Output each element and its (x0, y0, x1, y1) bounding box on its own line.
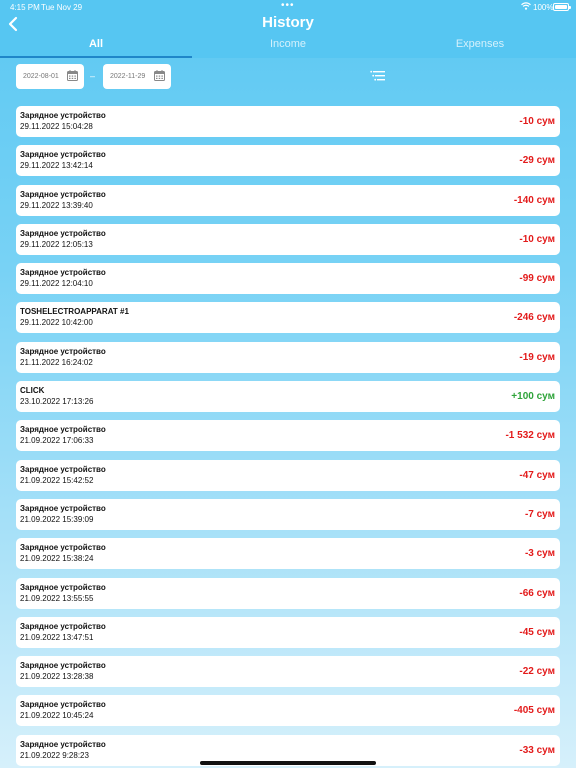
transaction-amount: -246 сум (513, 312, 555, 324)
transaction-row[interactable] (16, 224, 560, 255)
page-title: History (262, 14, 314, 31)
transaction-datetime: 21.09.2022 13:55:55 (20, 593, 94, 603)
transaction-datetime: 21.09.2022 9:28:23 (20, 750, 89, 760)
transaction-amount: -1 532 сум (505, 430, 555, 442)
transaction-amount: -29 сум (519, 155, 555, 167)
transaction-amount: -66 сум (519, 587, 555, 599)
transaction-amount: -99 сум (519, 273, 555, 285)
tab-income[interactable]: Income (269, 38, 307, 50)
transaction-name: TOSHELECTROAPPARAT #1 (20, 307, 129, 317)
date-range-separator: – (90, 71, 96, 81)
transaction-datetime: 21.09.2022 15:42:52 (20, 475, 94, 485)
transaction-name: Зарядное устройство (20, 228, 106, 238)
transaction-name: Зарядное устройство (20, 661, 106, 671)
date-from-value: 2022-08-01 (23, 73, 59, 80)
battery-icon (553, 3, 569, 11)
date-to-value: 2022-11-29 (110, 73, 146, 80)
transaction-datetime: 29.11.2022 10:42:00 (20, 318, 93, 328)
status-bar (0, 0, 576, 14)
transaction-name: Зарядное устройство (20, 543, 106, 553)
transaction-datetime: 21.09.2022 13:47:51 (20, 632, 94, 642)
filter-list-icon[interactable] (370, 69, 386, 83)
battery-percent: 100% (533, 3, 554, 12)
multitasking-dots-icon[interactable]: ••• (281, 0, 295, 11)
calendar-icon[interactable] (67, 70, 78, 81)
transaction-name: Зарядное устройство (20, 739, 106, 749)
transaction-row[interactable] (16, 145, 560, 176)
transaction-row[interactable] (16, 578, 560, 609)
transaction-row[interactable] (16, 617, 560, 648)
transaction-row[interactable] (16, 420, 560, 451)
transaction-name: Зарядное устройство (20, 464, 106, 474)
transaction-row[interactable] (16, 656, 560, 687)
transaction-amount: -33 сум (519, 744, 555, 756)
transaction-amount: -7 сум (524, 508, 555, 520)
transaction-amount: -405 сум (513, 705, 555, 717)
transaction-datetime: 21.09.2022 10:45:24 (20, 711, 94, 721)
transaction-row[interactable] (16, 499, 560, 530)
wifi-icon (521, 2, 531, 10)
transaction-name: Зарядное устройство (20, 425, 106, 435)
date-to-field[interactable] (103, 64, 171, 89)
transaction-row[interactable] (16, 460, 560, 491)
transaction-row[interactable] (16, 381, 560, 412)
transaction-row[interactable] (16, 302, 560, 333)
status-date: Tue Nov 29 (41, 3, 83, 12)
transaction-amount: +100 сум (511, 391, 555, 403)
transaction-amount: -47 сум (519, 469, 555, 481)
tab-expenses[interactable]: Expenses (455, 38, 505, 50)
transaction-name: Зарядное устройство (20, 111, 106, 120)
transaction-datetime: 29.11.2022 12:04:10 (20, 279, 93, 289)
tab-all[interactable]: All (0, 37, 192, 58)
transaction-datetime: 21.11.2022 16:24:02 (20, 357, 93, 367)
transaction-datetime: 29.11.2022 13:39:40 (20, 200, 93, 210)
transaction-row[interactable] (16, 185, 560, 216)
transaction-amount: -140 сум (513, 194, 555, 206)
transaction-name: Зарядное устройство (20, 582, 106, 592)
transaction-datetime: 21.09.2022 15:39:09 (20, 514, 94, 524)
transaction-datetime: 23.10.2022 17:13:26 (20, 397, 94, 407)
transaction-name: Зарядное устройство (20, 346, 106, 356)
transaction-name: Зарядное устройство (20, 621, 106, 631)
transaction-datetime: 21.09.2022 15:38:24 (20, 554, 94, 564)
transaction-name: Зарядное устройство (20, 189, 106, 199)
transaction-amount: -22 сум (519, 666, 555, 678)
transaction-amount: -3 сум (524, 548, 555, 560)
transaction-row[interactable] (16, 695, 560, 726)
transaction-datetime: 29.11.2022 15:04:28 (20, 122, 93, 131)
transaction-datetime: 21.09.2022 17:06:33 (20, 436, 94, 446)
calendar-icon[interactable] (154, 70, 165, 81)
date-from-field[interactable] (16, 64, 84, 89)
transaction-amount: -45 сум (519, 626, 555, 638)
tab-bar (0, 37, 576, 58)
transaction-name: Зарядное устройство (20, 503, 106, 513)
transaction-row[interactable] (16, 538, 560, 569)
transaction-name: Зарядное устройство (20, 150, 106, 160)
transaction-row[interactable] (16, 342, 560, 373)
transaction-list (16, 106, 560, 768)
transaction-datetime: 29.11.2022 12:05:13 (20, 239, 93, 249)
transaction-name: CLICK (20, 386, 45, 396)
transaction-amount: -10 сум (519, 116, 555, 127)
transaction-amount: -19 сум (519, 351, 555, 363)
transaction-row[interactable] (16, 263, 560, 294)
home-indicator[interactable] (200, 761, 376, 765)
status-time: 4:15 PM (10, 3, 40, 12)
transaction-name: Зарядное устройство (20, 268, 106, 278)
transaction-datetime: 29.11.2022 13:42:14 (20, 161, 93, 171)
transaction-name: Зарядное устройство (20, 700, 106, 710)
transaction-row[interactable] (16, 106, 560, 137)
transaction-datetime: 21.09.2022 13:28:38 (20, 672, 94, 682)
transaction-amount: -10 сум (519, 233, 555, 245)
